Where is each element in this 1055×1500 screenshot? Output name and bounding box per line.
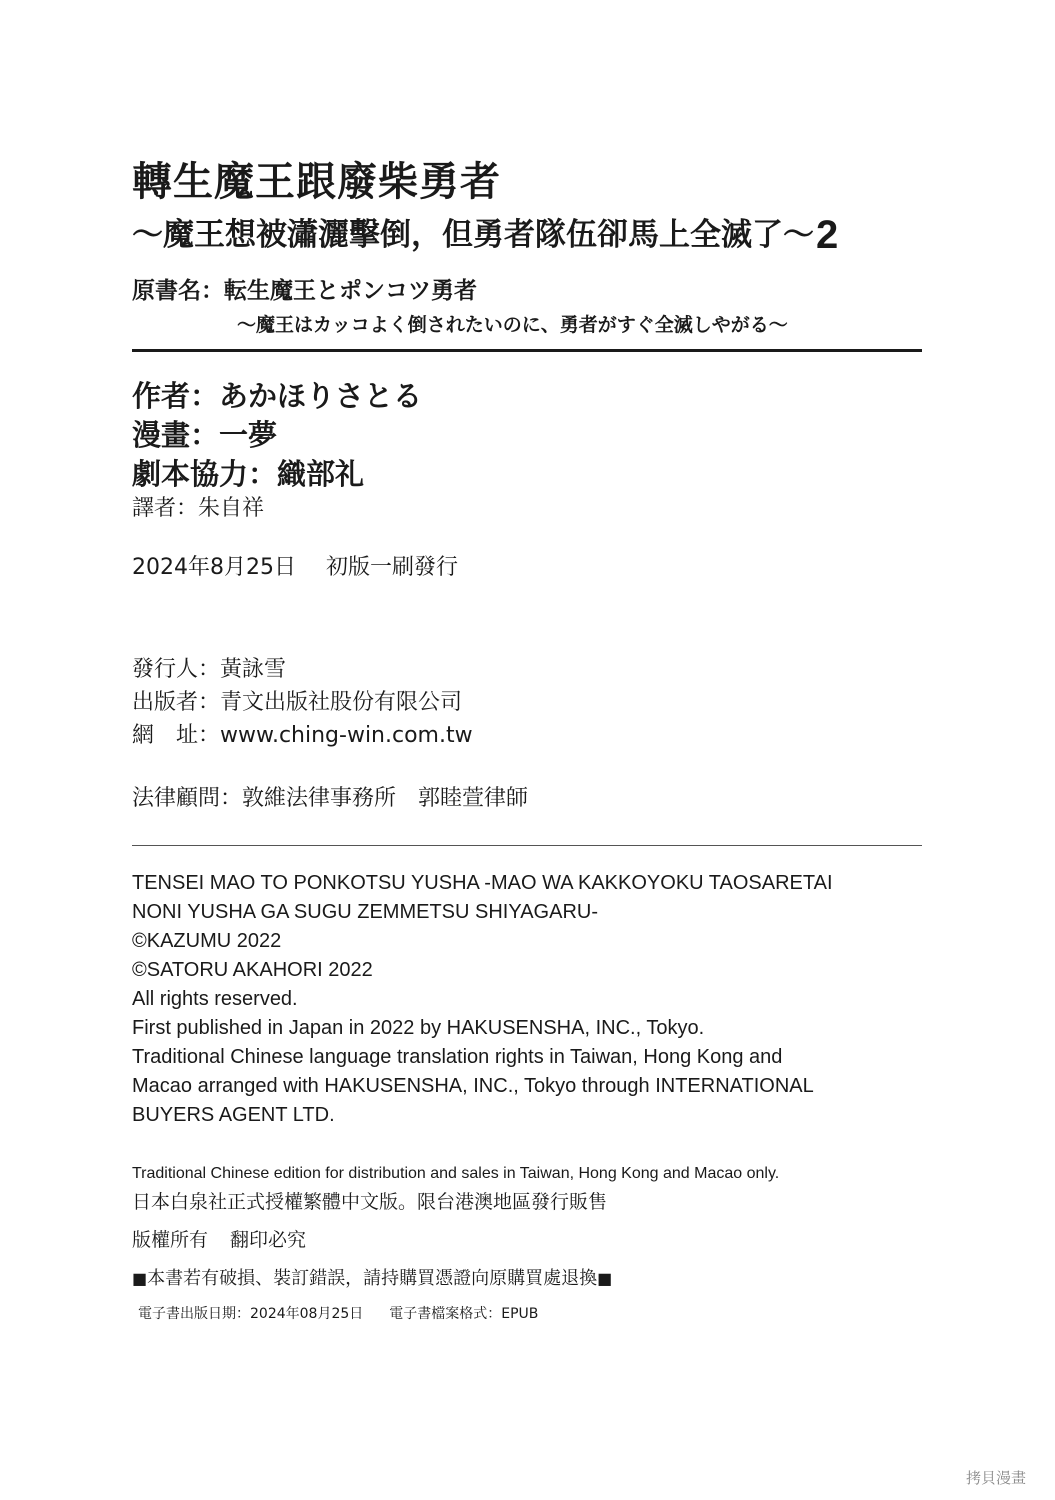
square-bullet-icon: ■ [597,1269,613,1288]
website-line: 網 址：www.ching-win.com.tw [132,723,473,748]
release-info [132,553,458,583]
book-title: 轉生魔王跟廢柴勇者 [132,159,501,205]
release-edition: 初版一刷發行 [325,555,458,580]
script-assist-credit: 劇本協力：織部礼 [132,457,365,491]
notice-text: 本書若有破損、裝訂錯誤，請持購買憑證向原購買處退換 [147,1268,598,1289]
rights-no-copy: 翻印必究 [230,1229,307,1251]
issuer-line: 發行人：黃詠雪 [132,657,287,682]
english-credit-line: BUYERS AGENT LTD. [132,1104,335,1126]
ebook-date: 電子書出版日期：2024年08月25日 [138,1306,364,1322]
rights-reserved-line: All rights reserved. [132,988,298,1010]
watermark-text: 拷貝漫畫 [966,1469,1027,1487]
artist-credit: 漫畫：一夢 [132,418,278,452]
translator-credit: 譯者：朱自祥 [132,496,265,521]
damage-notice [132,1265,612,1293]
legal-advisor-line: 法律顧問：敦維法律事務所 郭睦萱律師 [132,786,529,811]
rights-line [132,1226,306,1254]
english-credit-line: First published in Japan in 2022 by HAKUSENSHA, INC., Tokyo. [132,1017,705,1039]
square-bullet-icon: ■ [132,1269,148,1288]
volume-number: 2 [816,213,839,257]
release-date: 2024年8月25日 [132,555,296,580]
distribution-english: Traditional Chinese edition for distribution and sales in Taiwan, Hong Kong and Macao only. [132,1165,780,1182]
subtitle-text: ～魔王想被瀟灑擊倒，但勇者隊伍卻馬上全滅了～ [132,217,814,253]
copyright-line: ©SATORU AKAHORI 2022 [132,959,373,981]
english-credit-line: NONI YUSHA GA SUGU ZEMMETSU SHIYAGARU- [132,901,598,923]
rights-reserved: 版權所有 [132,1229,209,1251]
english-credit-line: Macao arranged with HAKUSENSHA, INC., Tokyo through INTERNATIONAL [132,1075,814,1097]
publisher-line: 出版者：青文出版社股份有限公司 [132,690,463,715]
distribution-chinese: 日本白泉社正式授權繁體中文版。限台港澳地區發行販售 [132,1191,608,1213]
ebook-info [138,1303,538,1325]
english-credit-line: Traditional Chinese language translation rights in Taiwan, Hong Kong and [132,1046,783,1068]
book-subtitle [132,213,838,257]
ebook-format: 電子書檔案格式：EPUB [389,1306,539,1322]
english-credit-line: TENSEI MAO TO PONKOTSU YUSHA -MAO WA KAKKOYOKU TAOSARETAI [132,872,833,894]
author-credit: 作者：あかほりさとる [132,379,423,413]
divider-thick [132,349,922,352]
original-title-line1: 原書名：転生魔王とポンコツ勇者 [132,278,477,304]
original-title-line2: ～魔王はカッコよく倒されたいのに、勇者がすぐ全滅しやがる～ [237,314,788,336]
divider-thin [132,845,922,846]
copyright-line: ©KAZUMU 2022 [132,930,282,952]
